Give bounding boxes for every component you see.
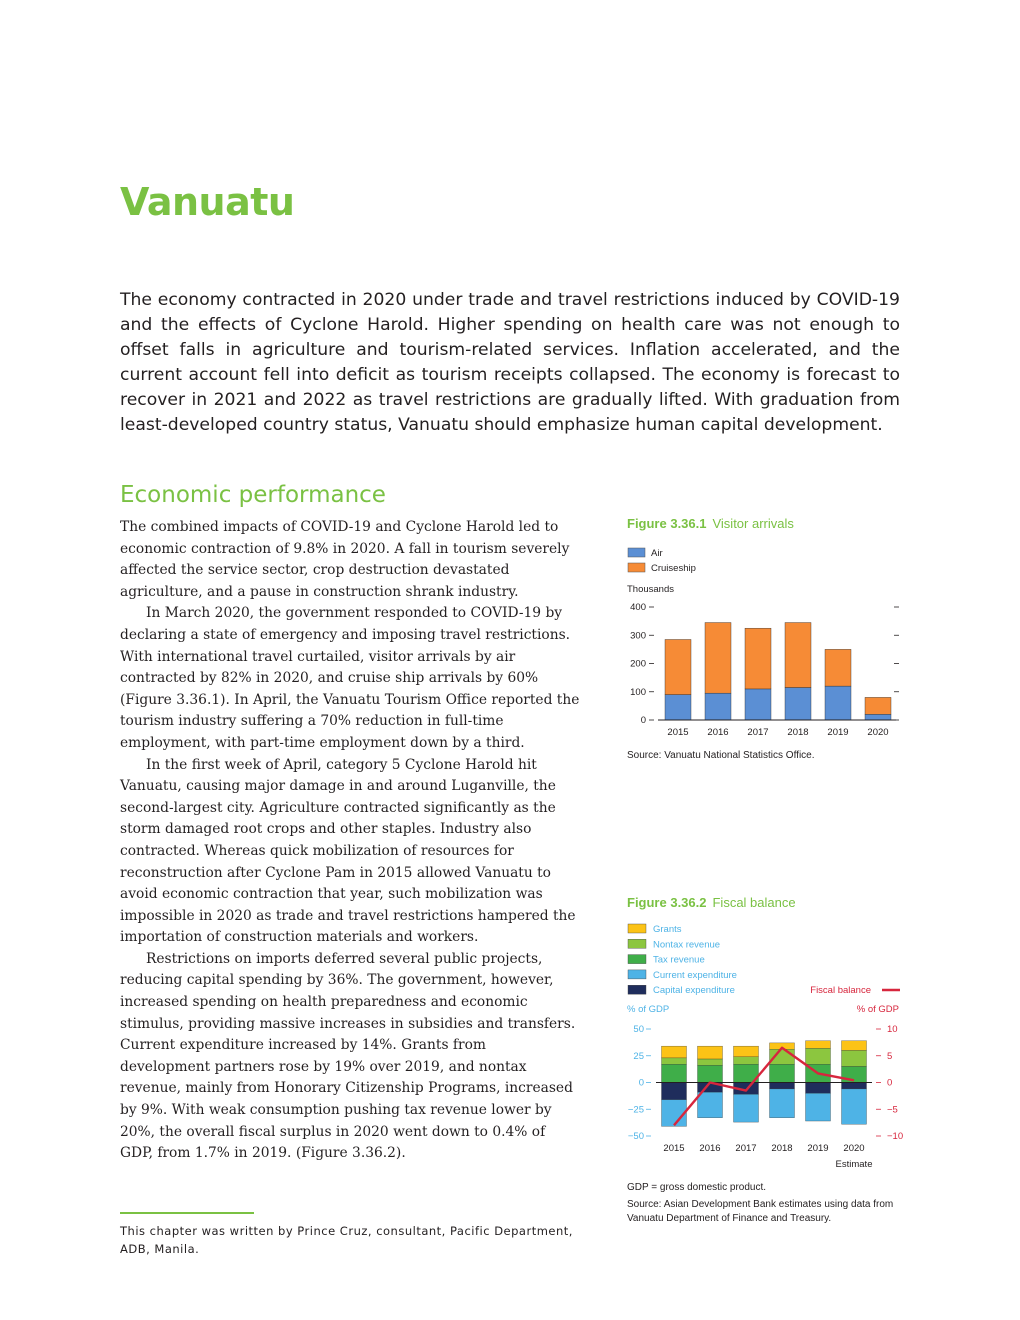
paragraph: Restrictions on imports deferred several public projects, reducing capital spending by 36%. The government, however, increased spending on health preparedness and economic stimulus, providing massive increases in subsidies and transfers. Current expenditure increased by 14%. Grants from development partners rose by 19% over 2019, and nontax revenue, mainly from Honorary Citizenship Programs, increased by 9%. With weak consumption pushing tax revenue lower by 20%, the overall fiscal surplus in 2020 went down to 0.4% of GDP, from 1.7% in 2019. (Figure 3.36.2).: [120, 950, 576, 1162]
bar-grants-2016: [698, 1046, 723, 1059]
legend-label-tax-revenue: Tax revenue: [653, 954, 705, 966]
legend-label-grants: Grants: [653, 924, 682, 935]
bar-tax-revenue-2015: [662, 1064, 687, 1082]
bar-capital-expenditure-2020: [842, 1083, 867, 1089]
x-tick-label: 2015: [667, 727, 689, 738]
bar-nontax-revenue-2015: [662, 1058, 687, 1064]
y-tick-label-right: −5: [887, 1104, 898, 1116]
bar-air-2015: [665, 695, 691, 720]
x-tick-label: 2016: [699, 1143, 721, 1154]
y-tick-label-right: 0: [887, 1077, 893, 1089]
bar-air-2017: [745, 689, 771, 720]
x-tick-label: 2017: [747, 727, 769, 738]
y-tick-label: 200: [630, 658, 646, 670]
figure1-name: Visitor arrivals: [712, 516, 794, 531]
bar-grants-2020: [842, 1041, 867, 1051]
page-title: Vanuatu: [120, 180, 295, 224]
bar-nontax-revenue-2017: [734, 1057, 759, 1064]
figure1-source: Source: Vanuatu National Statistics Office.: [627, 750, 815, 761]
bar-current-expenditure-2019: [806, 1093, 831, 1121]
bar-cruiseship-2015: [665, 639, 691, 694]
legend-swatch-nontax-revenue: [628, 939, 646, 948]
y-axis-label-right: % of GDP: [856, 1004, 899, 1015]
bar-nontax-revenue-2020: [842, 1050, 867, 1066]
bar-grants-2019: [806, 1041, 831, 1048]
legend-label-nontax-revenue: Nontax revenue: [653, 939, 721, 951]
bar-air-2016: [705, 693, 731, 720]
figure2-note: GDP = gross domestic product.: [627, 1182, 767, 1193]
bar-tax-revenue-2018: [770, 1064, 795, 1082]
bar-capital-expenditure-2015: [662, 1083, 687, 1100]
x-tick-label: 2020: [867, 727, 889, 738]
bar-air-2019: [825, 686, 851, 720]
paragraph: The combined impacts of COVID-19 and Cyclone Harold led to economic contraction of 9.8% in 2020. A fall in tourism severely affected the service sector, crop destruction devastated agriculture, and a pause in construction shrank industry.: [120, 519, 570, 600]
chapter-summary: The economy contracted in 2020 under trade and travel restrictions induced by COVID-19 and the effects of Cyclone Harold. Higher spending on health care was not enough to offset falls in agriculture and tourism-related services. Inflation accelerated, and the current account fell into deficit as tourism receipts collapsed. The economy is forecast to recover in 2021 and 2022 as travel restrictions are gradually lifted. With graduation from least-developed country status, Vanuatu should emphasize human capital development.: [120, 290, 900, 435]
bar-grants-2017: [734, 1046, 759, 1057]
visitor-arrivals-chart: [620, 540, 910, 745]
figure2-source: Source: Asian Development Bank estimates using data from Vanuatu Department of Finance and Treasury.: [627, 1199, 894, 1224]
x-tick-label: 2017: [735, 1143, 757, 1154]
legend-label-air: Air: [651, 548, 663, 559]
x-tick-label: 2020: [843, 1143, 865, 1154]
bar-cruiseship-2016: [705, 623, 731, 694]
y-axis-label: Thousands: [627, 584, 675, 595]
y-tick-label-left: 0: [638, 1077, 644, 1089]
y-tick-label: 300: [630, 630, 646, 642]
bar-capital-expenditure-2018: [770, 1083, 795, 1089]
fiscal-balance-chart: [620, 918, 910, 1175]
y-tick-label: 400: [630, 602, 646, 613]
bar-current-expenditure-2020: [842, 1089, 867, 1124]
figure1-number: Figure 3.36.1: [627, 516, 707, 531]
legend-label-current-expenditure: Current expenditure: [653, 969, 737, 981]
bar-grants-2015: [662, 1046, 687, 1058]
y-tick-label-right: 5: [887, 1050, 893, 1062]
y-tick-label-left: −50: [627, 1131, 644, 1142]
y-tick-label: 100: [630, 686, 646, 698]
body-text: [120, 517, 580, 1165]
x-tick-label: 2018: [771, 1143, 793, 1154]
bar-cruiseship-2020: [865, 697, 891, 714]
x-tick-label: 2015: [663, 1143, 685, 1154]
legend-swatch-grants: [628, 924, 646, 933]
y-tick-label: 0: [640, 715, 646, 726]
x-tick-label: 2019: [807, 1143, 829, 1154]
bar-cruiseship-2017: [745, 628, 771, 689]
legend-swatch-capital-expenditure: [628, 985, 646, 994]
bar-tax-revenue-2016: [698, 1065, 723, 1082]
bar-nontax-revenue-2019: [806, 1048, 831, 1064]
bar-capital-expenditure-2019: [806, 1083, 831, 1094]
x-tick-label: 2019: [827, 727, 849, 738]
footnote: This chapter was written by Prince Cruz, consultant, Pacific Department, ADB, Manila.: [120, 1224, 573, 1256]
legend-label-cruiseship: Cruiseship: [651, 563, 696, 574]
legend-label-fiscal-balance: Fiscal balance: [810, 985, 871, 996]
figure2-number: Figure 3.36.2: [627, 895, 707, 910]
footnote-divider: [120, 1212, 254, 1214]
paragraph: In March 2020, the government responded to COVID-19 by declaring a state of emergency and imposing travel restrictions. With international travel curtailed, visitor arrivals by air contracted by 82% in 2020, and cruise ship arrivals by 60% (Figure 3.36.1). In April, the Vanuatu Tourism Office reported the tourism industry suffering a 70% reduction in full-time employment, with part-time employment down by a third.: [120, 605, 580, 751]
bar-current-expenditure-2016: [698, 1092, 723, 1118]
x-tick-label: 2018: [787, 727, 809, 738]
y-tick-label-left: 50: [633, 1024, 644, 1035]
legend-swatch-current-expenditure: [628, 970, 646, 979]
y-tick-label-right: 10: [887, 1024, 898, 1035]
paragraph: In the first week of April, category 5 Cyclone Harold hit Vanuatu, causing major damage in and around Luganville, the second-largest city. Agriculture contracted significantly as the storm damaged root crops and other staples. Industry also contracted. Whereas quick mobilization of resources for reconstruction after Cyclone Pam in 2015 allowed Vanuatu to avoid economic contraction that year, such mobilization was impossible in 2020 as trade and travel restrictions hampered the importation of construction materials and workers.: [120, 756, 576, 946]
bar-nontax-revenue-2016: [698, 1059, 723, 1065]
bar-cruiseship-2019: [825, 649, 851, 686]
estimate-annotation: Estimate: [835, 1159, 873, 1170]
bar-air-2018: [785, 688, 811, 720]
bar-current-expenditure-2015: [662, 1100, 687, 1127]
y-tick-label-left: 25: [633, 1050, 644, 1062]
x-tick-label: 2016: [707, 727, 729, 738]
legend-swatch-tax-revenue: [628, 955, 646, 964]
bar-cruiseship-2018: [785, 623, 811, 688]
figure2-title: [627, 895, 796, 910]
legend-label-capital-expenditure: Capital expenditure: [653, 985, 735, 997]
legend-swatch-cruiseship: [628, 563, 645, 572]
legend-swatch-air: [628, 548, 645, 557]
section-heading: Economic performance: [120, 482, 386, 508]
y-tick-label-left: −25: [627, 1104, 644, 1116]
figure1-title: [627, 516, 794, 531]
bar-current-expenditure-2018: [770, 1089, 795, 1118]
y-axis-label-left: % of GDP: [627, 1004, 670, 1015]
bar-current-expenditure-2017: [734, 1094, 759, 1122]
y-tick-label-right: −10: [887, 1131, 904, 1142]
figure2-name: Fiscal balance: [712, 895, 796, 910]
bar-air-2020: [865, 714, 891, 720]
